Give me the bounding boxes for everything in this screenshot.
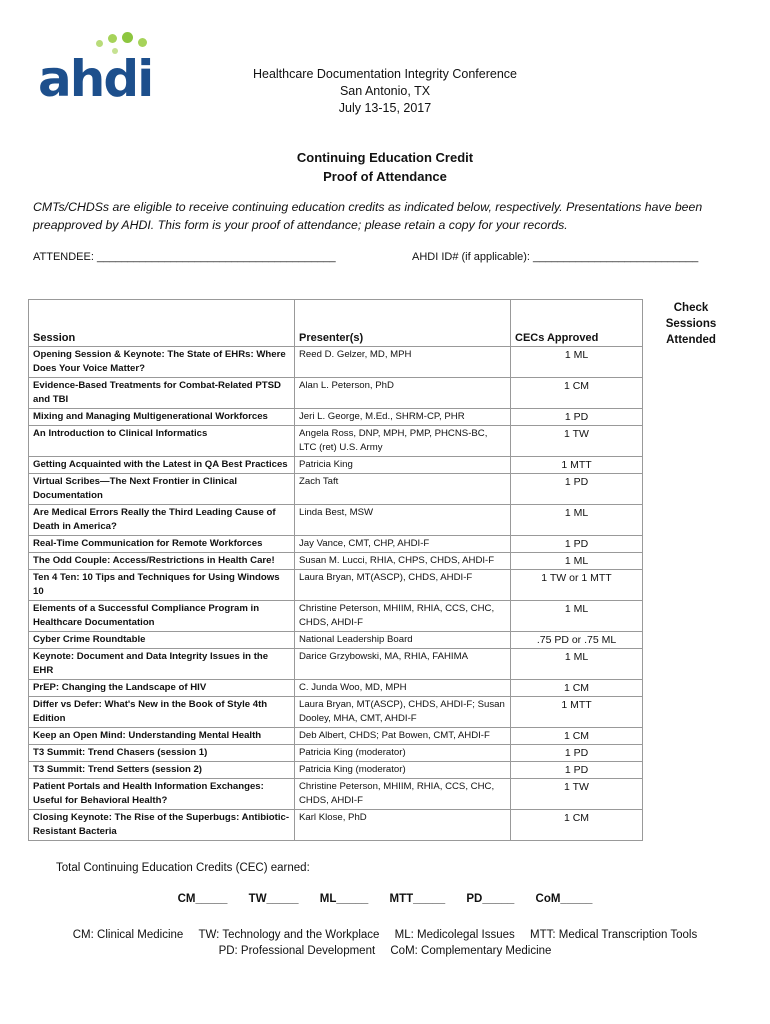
session-presenter: Laura Bryan, MT(ASCP), CHDS, AHDI-F; Susan Dooley, MHA, CMT, AHDI-F <box>295 697 511 728</box>
session-title: T3 Summit: Trend Chasers (session 1) <box>29 745 295 762</box>
session-presenter: Zach Taft <box>295 474 511 505</box>
session-presenter: Karl Klose, PhD <box>295 810 511 841</box>
session-presenter: Patricia King <box>295 457 511 474</box>
table-row <box>29 762 643 779</box>
session-presenter: Susan M. Lucci, RHIA, CHPS, CHDS, AHDI-F <box>295 553 511 570</box>
session-title: An Introduction to Clinical Informatics <box>29 426 295 457</box>
session-cec: 1 TW <box>511 779 643 810</box>
session-title: Cyber Crime Roundtable <box>29 632 295 649</box>
logo-dot <box>122 32 133 43</box>
session-title: Opening Session & Keynote: The State of EHRs: Where Does Your Voice Matter? <box>29 347 295 378</box>
session-title: Evidence-Based Treatments for Combat-Related PTSD and TBI <box>29 378 295 409</box>
session-presenter: Darice Grzybowski, MA, RHIA, FAHIMA <box>295 649 511 680</box>
session-title: Patient Portals and Health Information Exchanges: Useful for Behavioral Health? <box>29 779 295 810</box>
session-title: Getting Acquainted with the Latest in QA Best Practices <box>29 457 295 474</box>
table-row <box>29 347 643 378</box>
session-title: Virtual Scribes—The Next Frontier in Clinical Documentation <box>29 474 295 505</box>
table-row <box>29 378 643 409</box>
session-title: Differ vs Defer: What's New in the Book of Style 4th Edition <box>29 697 295 728</box>
session-presenter: Laura Bryan, MT(ASCP), CHDS, AHDI-F <box>295 570 511 601</box>
session-cec: 1 ML <box>511 601 643 632</box>
session-title: Elements of a Successful Compliance Program in Healthcare Documentation <box>29 601 295 632</box>
session-title: Real-Time Communication for Remote Workforces <box>29 536 295 553</box>
page-title <box>0 148 770 186</box>
session-title: Keynote: Document and Data Integrity Issues in the EHR <box>29 649 295 680</box>
session-presenter: Deb Albert, CHDS; Pat Bowen, CMT, AHDI-F <box>295 728 511 745</box>
session-presenter: Patricia King (moderator) <box>295 762 511 779</box>
credit-fields <box>0 893 770 905</box>
session-title: T3 Summit: Trend Setters (session 2) <box>29 762 295 779</box>
conference-location: San Antonio, TX <box>339 84 431 98</box>
session-cec: 1 PD <box>511 536 643 553</box>
legend-cm: CM: Clinical Medicine <box>72 929 184 941</box>
conference-header <box>0 66 770 117</box>
legend-com: CoM: Complementary Medicine <box>390 945 552 957</box>
session-cec: 1 PD <box>511 762 643 779</box>
session-cec: 1 PD <box>511 745 643 762</box>
attendee-field[interactable]: ATTENDEE: _______________________________________ <box>33 251 336 263</box>
session-title: Closing Keynote: The Rise of the Superbugs: Antibiotic-Resistant Bacteria <box>29 810 295 841</box>
session-cec: 1 ML <box>511 649 643 680</box>
session-presenter: Reed D. Gelzer, MD, MPH <box>295 347 511 378</box>
header-presenter: Presenter(s) <box>295 300 511 347</box>
sessions-table <box>28 299 643 841</box>
session-cec: 1 CM <box>511 728 643 745</box>
session-presenter: Angela Ross, DNP, MPH, PMP, PHCNS-BC, LTC (ret) U.S. Army <box>295 426 511 457</box>
table-row <box>29 474 643 505</box>
session-cec: 1 ML <box>511 347 643 378</box>
table-row <box>29 680 643 697</box>
table-row <box>29 457 643 474</box>
table-row <box>29 810 643 841</box>
table-row <box>29 779 643 810</box>
table-row <box>29 632 643 649</box>
header-cec: CECs Approved <box>511 300 643 347</box>
logo-dot <box>108 34 117 43</box>
credit-tw-field[interactable]: TW_____ <box>248 893 299 905</box>
session-cec: 1 CM <box>511 810 643 841</box>
session-title: Mixing and Managing Multigenerational Workforces <box>29 409 295 426</box>
session-presenter: Christine Peterson, MHIIM, RHIA, CCS, CHC, CHDS, AHDI-F <box>295 779 511 810</box>
session-cec: 1 TW <box>511 426 643 457</box>
session-presenter: Jeri L. George, M.Ed., SHRM-CP, PHR <box>295 409 511 426</box>
table-row <box>29 649 643 680</box>
credit-com-field[interactable]: CoM_____ <box>535 893 593 905</box>
legend-ml: ML: Medicolegal Issues <box>394 929 515 941</box>
session-title: PrEP: Changing the Landscape of HIV <box>29 680 295 697</box>
table-row <box>29 536 643 553</box>
session-presenter: Alan L. Peterson, PhD <box>295 378 511 409</box>
session-presenter: Patricia King (moderator) <box>295 745 511 762</box>
header-check-sessions: Check Sessions Attended <box>665 302 717 346</box>
session-presenter: Christine Peterson, MHIIM, RHIA, CCS, CHC, CHDS, AHDI-F <box>295 601 511 632</box>
table-header-row <box>29 300 643 347</box>
total-credits-label: Total Continuing Education Credits (CEC) earned: <box>56 862 310 874</box>
legend-tw: TW: Technology and the Workplace <box>198 929 380 941</box>
conference-dates: July 13-15, 2017 <box>338 101 432 115</box>
session-presenter: C. Junda Woo, MD, MPH <box>295 680 511 697</box>
table-row <box>29 553 643 570</box>
session-presenter: National Leadership Board <box>295 632 511 649</box>
legend-line-2 <box>0 945 770 957</box>
logo-text: ahdi <box>38 50 153 108</box>
session-title: Ten 4 Ten: 10 Tips and Techniques for Using Windows 10 <box>29 570 295 601</box>
session-title: The Odd Couple: Access/Restrictions in Health Care! <box>29 553 295 570</box>
session-title: Are Medical Errors Really the Third Leading Cause of Death in America? <box>29 505 295 536</box>
title-line-2: Proof of Attendance <box>323 169 447 184</box>
table-row <box>29 728 643 745</box>
legend-line-1 <box>0 929 770 941</box>
session-cec: 1 TW or 1 MTT <box>511 570 643 601</box>
legend-mtt: MTT: Medical Transcription Tools <box>530 929 698 941</box>
credit-cm-field[interactable]: CM_____ <box>177 893 228 905</box>
logo-dot <box>96 40 103 47</box>
credit-mtt-field[interactable]: MTT_____ <box>389 893 446 905</box>
table-row <box>29 570 643 601</box>
session-cec: 1 ML <box>511 553 643 570</box>
session-cec: 1 PD <box>511 409 643 426</box>
sessions-table-body <box>29 347 643 841</box>
credit-pd-field[interactable]: PD_____ <box>466 893 515 905</box>
session-cec: .75 PD or .75 ML <box>511 632 643 649</box>
table-row <box>29 409 643 426</box>
session-cec: 1 MTT <box>511 697 643 728</box>
title-line-1: Continuing Education Credit <box>296 150 474 165</box>
table-row <box>29 505 643 536</box>
table-row <box>29 745 643 762</box>
logo-dot <box>138 38 147 47</box>
table-row <box>29 426 643 457</box>
header-session: Session <box>29 300 295 347</box>
session-cec: 1 ML <box>511 505 643 536</box>
session-cec: 1 MTT <box>511 457 643 474</box>
legend-pd: PD: Professional Development <box>218 945 376 957</box>
credit-ml-field[interactable]: ML_____ <box>319 893 369 905</box>
session-presenter: Linda Best, MSW <box>295 505 511 536</box>
session-title: Keep an Open Mind: Understanding Mental Health <box>29 728 295 745</box>
table-row <box>29 601 643 632</box>
session-cec: 1 CM <box>511 680 643 697</box>
session-presenter: Jay Vance, CMT, CHP, AHDI-F <box>295 536 511 553</box>
conference-name: Healthcare Documentation Integrity Conference <box>252 67 518 81</box>
intro-paragraph: CMTs/CHDSs are eligible to receive continuing education credits as indicated below, respectively. Presentations have been preapproved by AHDI. This form is your proof of attendance; please retain a copy for your records. <box>33 200 703 232</box>
session-cec: 1 PD <box>511 474 643 505</box>
table-row <box>29 697 643 728</box>
session-cec: 1 CM <box>511 378 643 409</box>
ahdi-id-field[interactable]: AHDI ID# (if applicable): ___________________________ <box>412 251 699 263</box>
